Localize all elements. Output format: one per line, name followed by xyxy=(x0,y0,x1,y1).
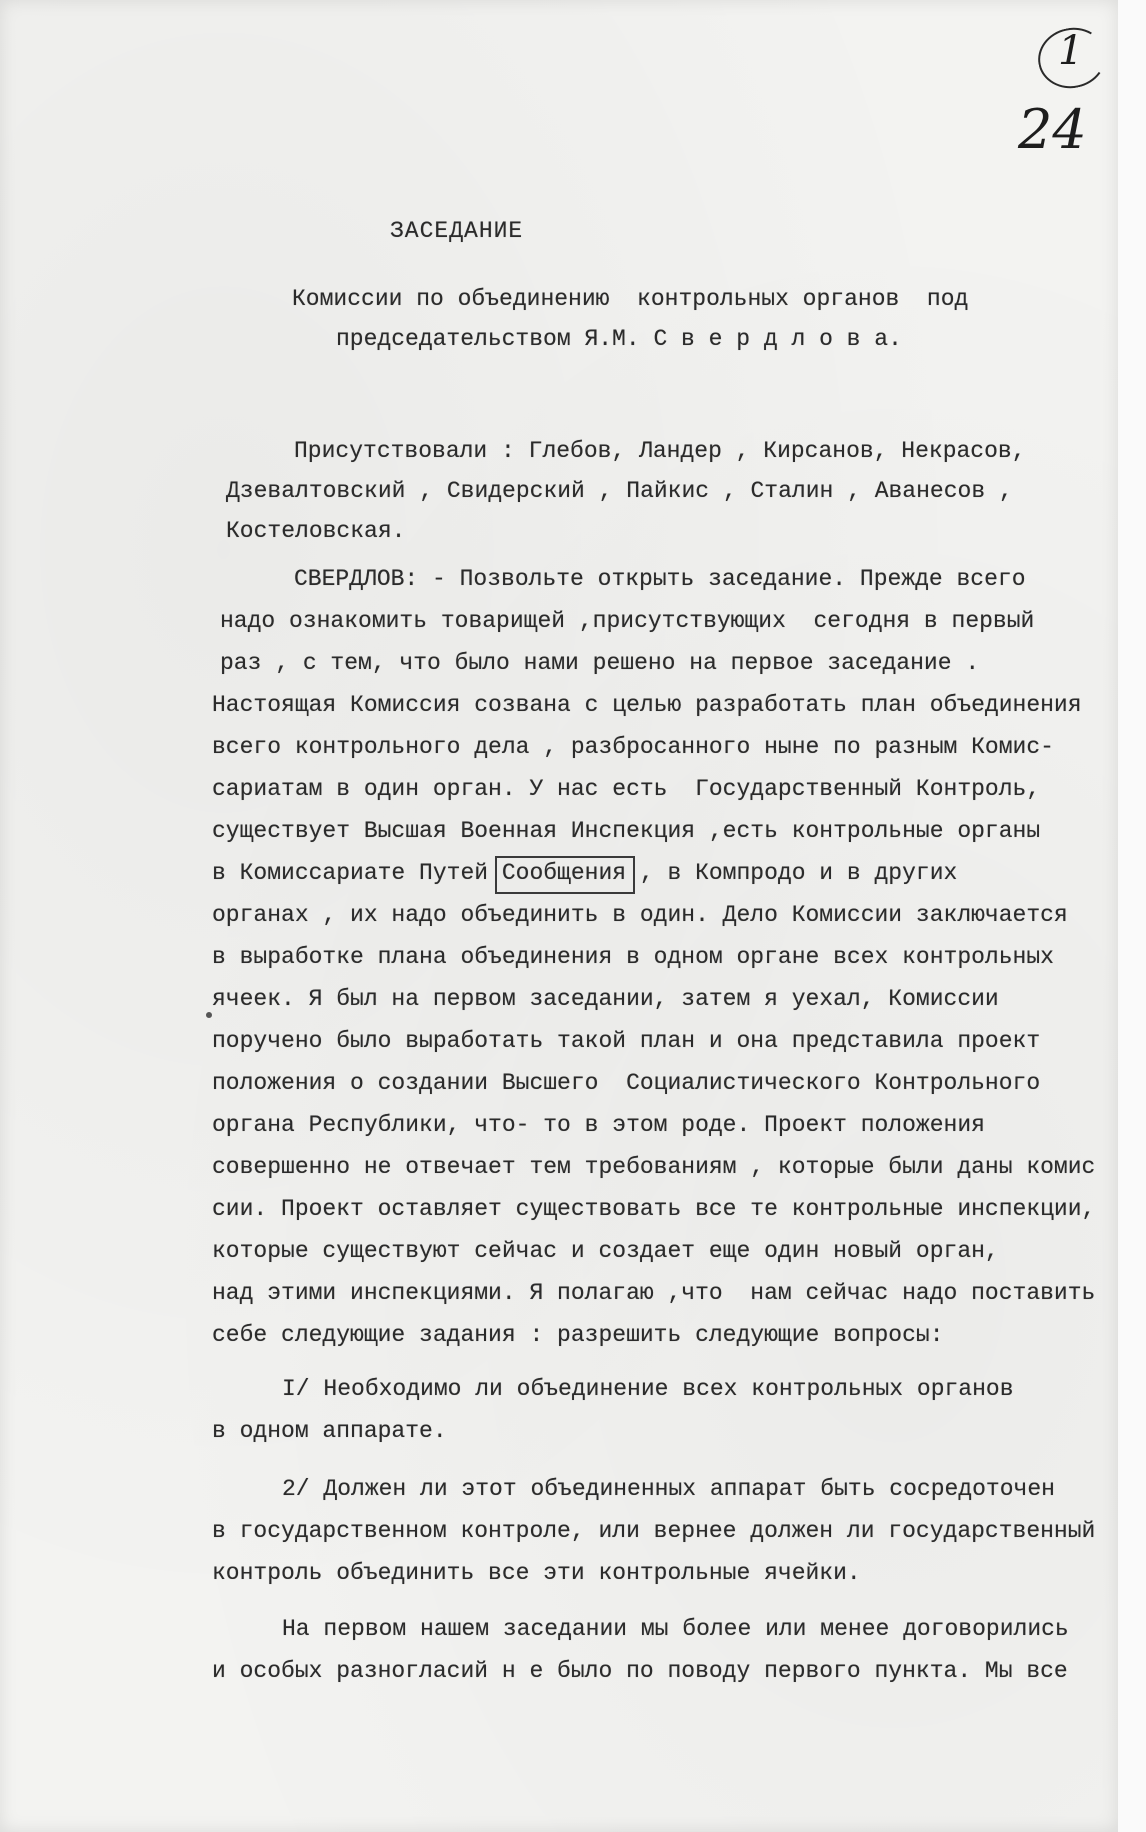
body-line-4: Настоящая Комиссия созвана с целью разработать план объединения xyxy=(212,692,1082,718)
body-line-13: положения о создании Высшего Социалистического Контрольного xyxy=(212,1070,1041,1096)
archive-sheet-number: 1 xyxy=(1058,28,1084,74)
question-2-line-1: 2/ Должен ли этот объединенных аппарат быть сосредоточен xyxy=(282,1476,1055,1502)
question-2-line-2: в государственном контроле, или вернее должен ли государственный xyxy=(212,1518,1096,1544)
body-line-14: органа Республики, что- то в этом роде. Проект положения xyxy=(212,1112,985,1138)
body-line-6: сариатам в один орган. У нас есть Государственный Контроль, xyxy=(212,776,1041,802)
body-line-1: СВЕРДЛОВ: - Позвольте открыть заседание. Прежде всего xyxy=(294,566,1026,592)
question-1-line-1: I/ Необходимо ли объединение всех контрольных органов xyxy=(282,1376,1014,1402)
attendees-line-1: Присутствовали : Глебов, Ландер , Кирсанов, Некрасов, xyxy=(294,438,1026,464)
inline-stamp-box xyxy=(495,856,635,894)
body-line-7: существует Высшая Военная Инспекция ,есть контрольные органы xyxy=(212,818,1041,844)
archive-number-circle xyxy=(1033,22,1112,95)
attendees-line-2: Дзевалтовский , Свидерский , Пайкис , Сталин , Аванесов , xyxy=(226,478,1013,504)
body-line-16: сии. Проект оставляет существовать все те контрольные инспекции, xyxy=(212,1196,1096,1222)
body-line-10: в выработке плана объединения в одном органе всех контрольных xyxy=(212,944,1054,970)
body-line-12: поручено было выработать такой план и она представила проект xyxy=(212,1028,1041,1054)
closing-line-2: и особых разногласий н е было по поводу первого пункта. Мы все xyxy=(212,1658,1068,1684)
attendees-line-3: Костеловская. xyxy=(226,518,406,544)
body-line-15: совершенно не отвечает тем требованиям , которые были даны комис xyxy=(212,1154,1096,1180)
closing-line-1: На первом нашем заседании мы более или менее договорились xyxy=(282,1616,1069,1642)
body-line-11: ячеек. Я был на первом заседании, затем я уехал, Комиссии xyxy=(212,986,999,1012)
document-heading: ЗАСЕДАНИЕ xyxy=(390,218,524,244)
document-subtitle-line-1: Комиссии по объединению контрольных органов под xyxy=(292,286,969,312)
question-1-line-2: в одном аппарате. xyxy=(212,1418,447,1444)
body-line-3: раз , с тем, что было нами решено на первое заседание . xyxy=(220,650,980,676)
archive-page-number: 24 xyxy=(1018,98,1087,161)
body-line-18: над этими инспекциями. Я полагаю ,что нам сейчас надо поставить xyxy=(212,1280,1096,1306)
body-line-17: которые существуют сейчас и создает еще один новый орган, xyxy=(212,1238,999,1264)
body-line-9: органах , их надо объединить в один. Дело Комиссии заключается xyxy=(212,902,1068,928)
document-subtitle-line-2: председательством Я.М. С в е р д л о в а. xyxy=(336,326,902,352)
body-line-19: себе следующие задания : разрешить следующие вопросы: xyxy=(212,1322,944,1348)
body-line-5: всего контрольного дела , разбросанного ныне по разным Комис- xyxy=(212,734,1054,760)
scan-margin xyxy=(1118,0,1146,1832)
body-line-8: в Комиссариате Путей Сообщения , в Компродо и в других xyxy=(212,860,958,886)
body-line-2: надо ознакомить товарищей ,присутствующих сегодня в первый xyxy=(220,608,1035,634)
question-2-line-3: контроль объединить все эти контрольные ячейки. xyxy=(212,1560,861,1586)
margin-mark xyxy=(206,1012,212,1018)
